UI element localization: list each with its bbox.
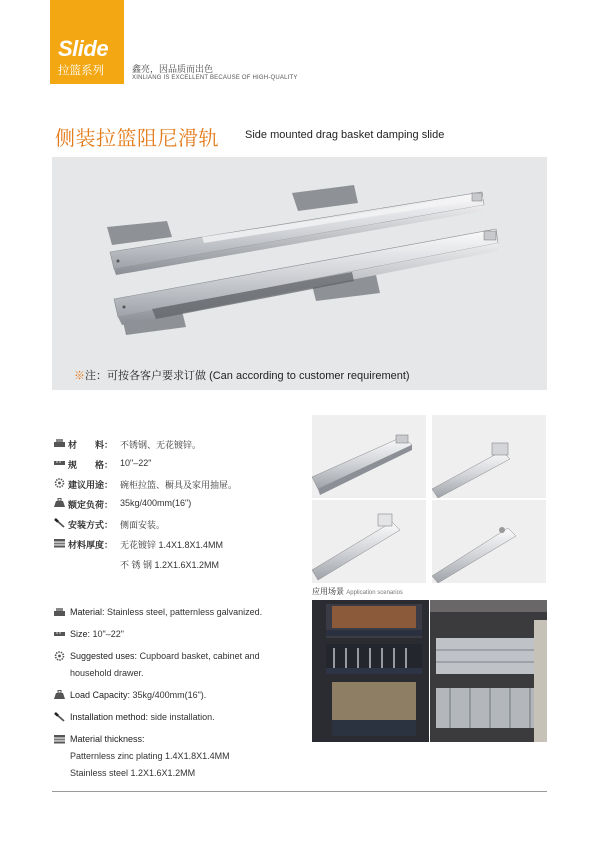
drawer-slides-illustration — [52, 157, 547, 390]
cabinet-drawers-image — [312, 600, 429, 742]
scene-photo-baskets — [430, 600, 547, 742]
spec-en-label: Material: — [70, 607, 105, 617]
spec-en-thickness-line2: Stainless steel 1.2X1.6X1.2MM — [70, 768, 196, 778]
spec-en-uses-cont: household drawer. — [70, 668, 144, 678]
spec-en-value: 35kg/400mm(16"). — [130, 690, 207, 700]
spec-label: 建议用途： — [68, 480, 114, 490]
scene-label-en: Application scenarios — [346, 590, 403, 596]
page-title-en: Side mounted drag basket damping slide — [245, 129, 445, 141]
spec-value: 10"–22" — [120, 458, 152, 468]
screwdriver-icon — [54, 712, 65, 722]
material-icon — [54, 438, 65, 448]
slide-lever-detail-image — [312, 500, 426, 583]
spec-label: 材 料： — [68, 440, 114, 450]
spec-row-uses — [54, 477, 304, 497]
spec-value: 不 锈 钢 1.2X1.6X1.2MM — [120, 560, 220, 570]
spec-label: 规 格： — [68, 460, 114, 470]
note-text-en: (Can according to customer requirement) — [209, 370, 410, 382]
spec-en-value: side installation. — [148, 712, 215, 722]
spec-en-load — [54, 689, 304, 707]
spec-row-size — [54, 457, 304, 477]
logo-subtitle: 拉篮系列 — [58, 65, 104, 77]
detail-photo-1 — [312, 415, 426, 498]
spec-value: 35kg/400mm(16") — [120, 498, 192, 508]
gear-icon — [54, 478, 65, 488]
spec-en-label: Suggested uses: — [70, 651, 138, 661]
gear-icon — [54, 651, 65, 661]
brand-tagline-cn: 鑫亮，因品质而出色 — [132, 64, 214, 74]
page-title-cn: 侧装拉篮阻尼滑轨 — [55, 126, 219, 150]
weight-icon — [54, 690, 65, 700]
scene-label — [312, 586, 403, 597]
spec-en-material — [54, 606, 304, 624]
spec-en-label: Load Capacity: — [70, 690, 131, 700]
detail-photo-3 — [312, 500, 426, 583]
mount-bracket-left-top — [107, 221, 172, 245]
spec-label: 额定负荷： — [68, 500, 114, 510]
ruler-icon — [54, 458, 65, 468]
spec-en-size — [54, 628, 304, 646]
weight-icon — [54, 498, 65, 508]
slide-detail-image — [312, 415, 426, 498]
spec-en-label: Material thickness: — [70, 734, 145, 744]
customization-note — [74, 367, 410, 383]
spec-row-load — [54, 497, 304, 517]
footer-divider — [52, 791, 547, 792]
logo-title: Slide — [58, 36, 109, 61]
mount-bracket-right-top — [292, 185, 358, 211]
spec-en-value: 10"–22" — [90, 629, 124, 639]
ruler-icon — [54, 629, 65, 639]
hero-product-image — [52, 157, 547, 390]
spec-en-value: Cupboard basket, cabinet and — [137, 651, 260, 661]
spec-en-label: Size: — [70, 629, 91, 639]
spec-row-thickness — [54, 537, 304, 557]
slide-end-cap-detail-image — [432, 500, 546, 583]
detail-photo-2 — [432, 415, 546, 498]
spec-en-value: Stainless steel, patternless galvanized. — [104, 607, 263, 617]
note-text-cn: 注：可按各客户要求订做 — [85, 370, 206, 382]
specs-cn — [54, 437, 304, 577]
material-icon — [54, 607, 65, 617]
spec-value: 不锈钢、无花镀锌。 — [120, 440, 202, 450]
detail-photo-4 — [432, 500, 546, 583]
spec-en-label: Installation method: — [70, 712, 149, 722]
spec-label: 安装方式： — [68, 520, 114, 530]
spec-value: 侧面安装。 — [120, 520, 166, 530]
screwdriver-icon — [54, 518, 65, 528]
spec-row-thickness-2 — [54, 557, 304, 577]
spec-en-thickness — [54, 733, 304, 751]
thickness-icon — [54, 734, 65, 744]
spec-row-install — [54, 517, 304, 537]
slide-end-detail-image — [432, 415, 546, 498]
spec-en-thickness-line1: Patternless zinc plating 1.4X1.8X1.4MM — [70, 751, 230, 761]
scene-photo-drawers — [312, 600, 429, 742]
pull-out-basket-image — [430, 600, 547, 742]
brand-tagline-en: XINLIANG IS EXCELLENT BECAUSE OF HIGH-QUALITY — [132, 75, 298, 81]
spec-value: 无花镀锌 1.4X1.8X1.4MM — [120, 540, 224, 550]
scene-label-cn: 应用场景 — [312, 587, 344, 596]
spec-row-material — [54, 437, 304, 457]
spec-value: 碗柜拉篮、橱具及家用抽屉。 — [120, 480, 238, 490]
specs-en — [54, 606, 304, 785]
note-mark: ※ — [74, 370, 85, 382]
thickness-icon — [54, 538, 65, 548]
spec-en-install — [54, 711, 304, 729]
spec-en-uses — [54, 650, 304, 668]
spec-label: 材料厚度： — [68, 540, 114, 550]
